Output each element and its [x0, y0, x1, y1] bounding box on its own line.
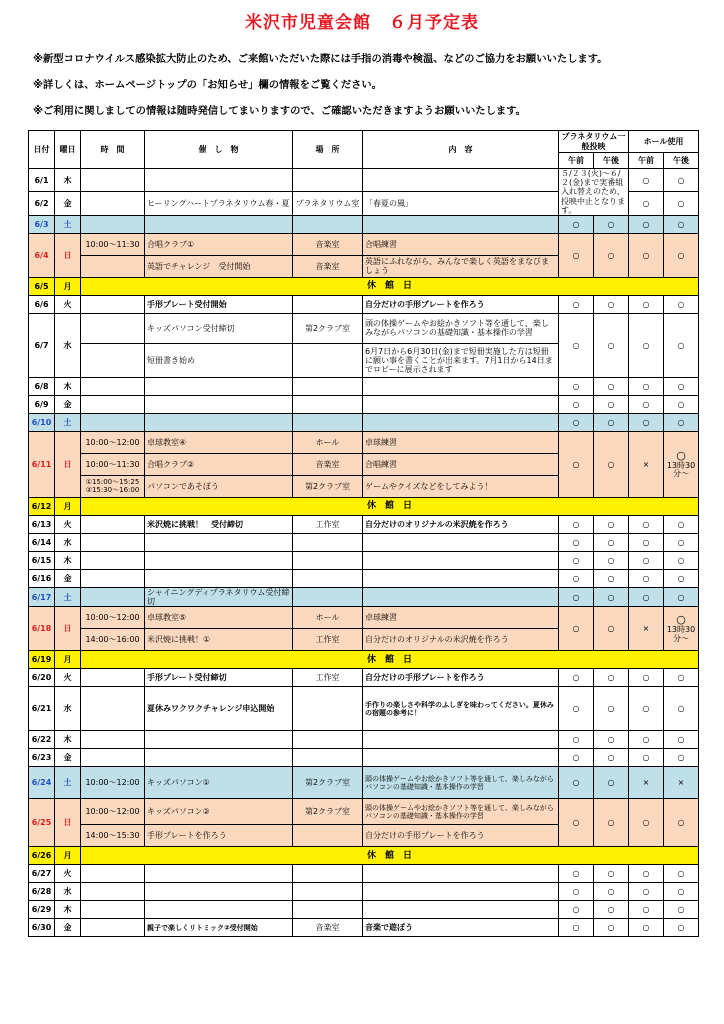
mark-cell: ○	[559, 413, 594, 431]
mark-cell: ○	[664, 377, 699, 395]
mark-cell: ○	[594, 669, 629, 687]
dow-cell: 月	[55, 277, 81, 295]
table-row	[29, 215, 699, 233]
mark-cell: ○	[559, 533, 594, 551]
mark-cell: ○	[629, 533, 664, 551]
place-cell: 音楽室	[293, 453, 363, 475]
mark-cell: ○	[629, 313, 664, 377]
dow-cell: 月	[55, 497, 81, 515]
mark-cell: ○	[559, 233, 594, 277]
place-cell: 音楽室	[293, 919, 363, 937]
place-cell: 工作室	[293, 669, 363, 687]
date-cell: 6/30	[29, 919, 55, 937]
mark-cell: ○	[629, 215, 664, 233]
table-row	[29, 587, 699, 606]
mark-cell: ○	[664, 901, 699, 919]
mark-cell: ○	[664, 233, 699, 277]
mark-cell: ○	[664, 587, 699, 606]
header-content: 内 容	[363, 131, 559, 169]
table-row	[29, 395, 699, 413]
date-cell: 6/14	[29, 533, 55, 551]
time-note: 13時30分～	[666, 625, 696, 643]
mark-cell: ○	[594, 515, 629, 533]
dow-cell: 月	[55, 847, 81, 865]
event-cell: キッズパソコン受付締切	[145, 313, 293, 343]
mark-cell: ○	[559, 919, 594, 937]
dow-cell: 水	[55, 687, 81, 731]
mark-cell: ○	[594, 551, 629, 569]
notice-line: ※ご利用に関しましての情報は随時発信してまいりますので、ご確認いただきますようお願いいたします。	[33, 105, 526, 117]
date-cell: 6/4	[29, 233, 55, 277]
mark-cell: ○	[594, 901, 629, 919]
notice-line: ※詳しくは、ホームページトップの「お知らせ」欄の情報をご覧ください。	[33, 79, 382, 91]
mark-cell: ○	[664, 865, 699, 883]
mark-cell: ○	[594, 731, 629, 749]
dow-cell: 日	[55, 799, 81, 847]
table-row	[29, 749, 699, 767]
content-cell: 自分だけの手形プレートを作ろう	[363, 295, 559, 313]
time-cell: 14:00～15:30	[81, 825, 145, 847]
place-cell: 音楽室	[293, 233, 363, 255]
event-cell: 米沢焼に挑戦！①	[145, 629, 293, 651]
mark-cell: ○	[594, 749, 629, 767]
event-cell: 手形プレート受付締切	[145, 669, 293, 687]
date-cell: 6/26	[29, 847, 55, 865]
dow-cell: 火	[55, 295, 81, 313]
mark-cell: ○	[594, 607, 629, 651]
content-cell: 卓球練習	[363, 607, 559, 629]
date-cell: 6/28	[29, 883, 55, 901]
mark-cell: ○	[664, 919, 699, 937]
event-cell: 親子で楽しくリトミック②受付開始	[145, 919, 293, 937]
event-cell: 手形プレートを作ろう	[145, 825, 293, 847]
mark-cell: ○	[664, 669, 699, 687]
mark-cell: ○	[559, 215, 594, 233]
mark-cell: ○	[629, 669, 664, 687]
content-cell: 合唱練習	[363, 453, 559, 475]
date-cell: 6/13	[29, 515, 55, 533]
table-row	[29, 847, 699, 865]
mark-cell	[664, 431, 699, 497]
date-cell: 6/19	[29, 651, 55, 669]
dow-cell: 土	[55, 215, 81, 233]
mark-cell: ○	[559, 799, 594, 847]
place-cell: 第2クラブ室	[293, 313, 363, 343]
mark-cell: ○	[594, 533, 629, 551]
place-cell: 第2クラブ室	[293, 475, 363, 497]
mark-cell: ○	[559, 395, 594, 413]
date-cell: 6/21	[29, 687, 55, 731]
content-cell: 音楽で遊ぼう	[363, 919, 559, 937]
mark-cell: ○	[559, 569, 594, 587]
event-cell: 米沢焼に挑戦！ 受付締切	[145, 515, 293, 533]
page-title: 米沢市児童会館 ６月予定表	[245, 13, 479, 33]
mark-cell: ○	[559, 607, 594, 651]
content-cell: 頭の体操ゲームやお絵かきソフト等を通して、楽しみながらパソコンの基礎知識・基本操作の学習	[363, 313, 559, 343]
mark-cell: ○	[559, 731, 594, 749]
dow-cell: 水	[55, 883, 81, 901]
mark-cell: ○	[664, 551, 699, 569]
header-hall: ホール使用	[629, 131, 699, 153]
mark-cell: ○	[559, 865, 594, 883]
table-row	[29, 731, 699, 749]
date-cell: 6/8	[29, 377, 55, 395]
table-row	[29, 651, 699, 669]
content-cell: 自分だけのオリジナルの米沢焼を作ろう	[363, 515, 559, 533]
mark-cell: ○	[594, 431, 629, 497]
date-cell: 6/6	[29, 295, 55, 313]
mark-cell: ○	[594, 215, 629, 233]
dow-cell: 火	[55, 865, 81, 883]
place-cell: ホール	[293, 607, 363, 629]
mark-cell: ○	[629, 295, 664, 313]
mark-cell: ○	[664, 215, 699, 233]
dow-cell: 月	[55, 651, 81, 669]
closed-label: 休 館 日	[81, 651, 699, 669]
mark-cell: ○	[594, 799, 629, 847]
event-cell: 短冊書き始め	[145, 343, 293, 377]
mark-cell: ○	[664, 731, 699, 749]
event-cell: 合唱クラブ②	[145, 453, 293, 475]
content-cell: 頭の体操ゲームやお絵かきソフト等を通して、楽しみながらパソコンの基礎知識・基本操作の学習	[363, 799, 559, 825]
date-cell: 6/25	[29, 799, 55, 847]
table-row	[29, 313, 699, 343]
mark-cell: ○	[559, 295, 594, 313]
mark-cell: ○	[629, 413, 664, 431]
time-cell: 14:00～16:00	[81, 629, 145, 651]
event-cell: シャイニングディプラネタリウム受付締切	[145, 587, 293, 606]
content-cell: ゲームやクイズなどをしてみよう！	[363, 475, 559, 497]
mark-cell: ○	[629, 377, 664, 395]
date-cell: 6/15	[29, 551, 55, 569]
mark-cell: ○	[559, 767, 594, 799]
dow-cell: 日	[55, 233, 81, 277]
mark-cell: ○	[629, 395, 664, 413]
header-am: 午前	[629, 153, 664, 169]
table-row	[29, 687, 699, 731]
mark-cell: ○	[559, 883, 594, 901]
mark-cell: ○	[629, 901, 664, 919]
date-cell: 6/17	[29, 587, 55, 606]
event-cell: ヒーリングハートプラネタリウム春・夏	[145, 192, 293, 215]
dow-cell: 水	[55, 533, 81, 551]
mark-cell: ○	[594, 295, 629, 313]
mark-cell: ○	[594, 883, 629, 901]
header-time: 時 間	[81, 131, 145, 169]
mark-cell: ○	[664, 169, 699, 192]
mark-cell: ○	[664, 569, 699, 587]
event-cell: 合唱クラブ①	[145, 233, 293, 255]
mark-cell: ○	[629, 687, 664, 731]
dow-cell: 金	[55, 395, 81, 413]
table-row	[29, 883, 699, 901]
mark-cell: ×	[664, 767, 699, 799]
mark-cell: ○	[594, 395, 629, 413]
header-date: 日付	[29, 131, 55, 169]
dow-cell: 火	[55, 515, 81, 533]
event-cell: キッズパソコン②	[145, 799, 293, 825]
mark-cell: ○	[629, 515, 664, 533]
table-row	[29, 277, 699, 295]
table-row	[29, 295, 699, 313]
date-cell: 6/12	[29, 497, 55, 515]
date-cell: 6/1	[29, 169, 55, 192]
table-row	[29, 669, 699, 687]
mark-cell: ○	[559, 377, 594, 395]
mark-symbol: ○	[676, 448, 686, 462]
date-cell: 6/23	[29, 749, 55, 767]
time-note: 13時30分～	[666, 460, 696, 479]
table-row	[29, 377, 699, 395]
dow-cell: 金	[55, 192, 81, 215]
dow-cell: 金	[55, 749, 81, 767]
place-cell: 第2クラブ室	[293, 799, 363, 825]
mark-cell: ○	[629, 865, 664, 883]
header-planetarium: プラネタリウム一般投映	[559, 131, 629, 153]
mark-cell: ○	[629, 883, 664, 901]
table-row	[29, 431, 699, 453]
table-row	[29, 533, 699, 551]
table-row	[29, 919, 699, 937]
mark-cell: ○	[664, 192, 699, 215]
mark-cell	[664, 607, 699, 651]
table-row	[29, 497, 699, 515]
place-cell: 第2クラブ室	[293, 767, 363, 799]
notice-line: ※新型コロナウイルス感染拡大防止のため、ご来館いただいた際には手指の消毒や検温、などのご協力をお願いいたします。	[33, 53, 608, 65]
mark-cell: ○	[594, 413, 629, 431]
closed-label: 休 館 日	[81, 847, 699, 865]
mark-cell: ○	[594, 587, 629, 606]
closed-label: 休 館 日	[81, 497, 699, 515]
dow-cell: 木	[55, 169, 81, 192]
table-row	[29, 865, 699, 883]
table-row	[29, 901, 699, 919]
dow-cell: 日	[55, 431, 81, 497]
event-cell: パソコンであそぼう	[145, 475, 293, 497]
mark-cell: ×	[629, 431, 664, 497]
date-cell: 6/11	[29, 431, 55, 497]
time-cell: 10:00～11:30	[81, 233, 145, 255]
content-cell: 卓球練習	[363, 431, 559, 453]
mark-cell: ○	[559, 687, 594, 731]
table-row	[29, 767, 699, 799]
mark-cell: ○	[629, 192, 664, 215]
dow-cell: 土	[55, 587, 81, 606]
mark-cell: ○	[559, 901, 594, 919]
mark-cell: ○	[594, 865, 629, 883]
date-cell: 6/5	[29, 277, 55, 295]
table-row	[29, 515, 699, 533]
mark-cell: ×	[629, 767, 664, 799]
date-cell: 6/16	[29, 569, 55, 587]
mark-cell: ○	[629, 749, 664, 767]
mark-cell: ○	[594, 569, 629, 587]
date-cell: 6/9	[29, 395, 55, 413]
mark-cell: ○	[559, 587, 594, 606]
mark-cell: ○	[629, 799, 664, 847]
content-cell: 「春夏の風」	[363, 192, 559, 215]
mark-cell: ○	[664, 313, 699, 377]
mark-cell: ○	[629, 919, 664, 937]
table-row	[29, 569, 699, 587]
mark-cell: ○	[629, 233, 664, 277]
dow-cell: 土	[55, 767, 81, 799]
planetarium-note: ５/２３(火)～６/２(金)まで実番組入れ替えのため、投映中止となります。	[559, 169, 629, 216]
mark-cell: ○	[559, 669, 594, 687]
table-row	[29, 799, 699, 825]
table-row	[29, 233, 699, 255]
date-cell: 6/7	[29, 313, 55, 377]
dow-cell: 木	[55, 901, 81, 919]
date-cell: 6/29	[29, 901, 55, 919]
header-event: 催 し 物	[145, 131, 293, 169]
mark-cell: ○	[664, 687, 699, 731]
date-cell: 6/24	[29, 767, 55, 799]
time-cell: 10:00～12:00	[81, 431, 145, 453]
event-cell: 卓球教室④	[145, 431, 293, 453]
time-cell	[81, 255, 145, 277]
table-row	[29, 607, 699, 629]
event-cell: 英語でチャレンジ 受付開始	[145, 255, 293, 277]
mark-cell: ○	[664, 515, 699, 533]
mark-cell: ○	[594, 313, 629, 377]
place-cell: 工作室	[293, 629, 363, 651]
dow-cell: 木	[55, 377, 81, 395]
header-pm: 午後	[664, 153, 699, 169]
header-place: 場 所	[293, 131, 363, 169]
date-cell: 6/20	[29, 669, 55, 687]
content-cell: 自分だけのオリジナルの米沢焼を作ろう	[363, 629, 559, 651]
schedule-table	[28, 130, 699, 937]
dow-cell: 木	[55, 731, 81, 749]
mark-cell: ○	[559, 313, 594, 377]
mark-symbol: ○	[676, 612, 686, 626]
mark-cell: ○	[664, 533, 699, 551]
time-line: ②15:30～16:00	[85, 486, 140, 495]
mark-cell: ○	[629, 569, 664, 587]
mark-cell: ○	[664, 883, 699, 901]
event-cell: キッズパソコン①	[145, 767, 293, 799]
mark-cell: ○	[594, 687, 629, 731]
date-cell: 6/10	[29, 413, 55, 431]
mark-cell: ○	[559, 431, 594, 497]
header-pm: 午後	[594, 153, 629, 169]
mark-cell: ○	[559, 551, 594, 569]
dow-cell: 日	[55, 607, 81, 651]
mark-cell: ○	[559, 749, 594, 767]
dow-cell: 土	[55, 413, 81, 431]
mark-cell: ○	[629, 169, 664, 192]
mark-cell: ○	[594, 919, 629, 937]
dow-cell: 金	[55, 919, 81, 937]
content-cell: 自分だけの手形プレートを作ろう	[363, 669, 559, 687]
dow-cell: 金	[55, 569, 81, 587]
time-cell: 10:00～12:00	[81, 607, 145, 629]
mark-cell: ○	[559, 515, 594, 533]
content-cell: 自分だけの手形プレートを作ろう	[363, 825, 559, 847]
table-row	[29, 551, 699, 569]
content-cell: 合唱練習	[363, 233, 559, 255]
time-cell: 10:00～11:30	[81, 453, 145, 475]
mark-cell: ○	[664, 413, 699, 431]
place-cell: ホール	[293, 431, 363, 453]
place-cell: プラネタリウム室	[293, 192, 363, 215]
dow-cell: 水	[55, 313, 81, 377]
content-cell: 英語にふれながら、みんなで楽しく英語をまなびましょう	[363, 255, 559, 277]
mark-cell: ○	[629, 731, 664, 749]
time-cell: 10:00～12:00	[81, 767, 145, 799]
date-cell: 6/22	[29, 731, 55, 749]
date-cell: 6/3	[29, 215, 55, 233]
date-cell: 6/2	[29, 192, 55, 215]
mark-cell: ○	[664, 395, 699, 413]
event-cell: 卓球教室⑤	[145, 607, 293, 629]
content-cell: 6月7日から6月30日(金)まで短冊実施した方は短冊に願い事を書くことが出来ます。7月1日から14日までロビーに展示されます	[363, 343, 559, 377]
dow-cell: 火	[55, 669, 81, 687]
mark-cell: ○	[594, 233, 629, 277]
date-cell: 6/18	[29, 607, 55, 651]
table-row	[29, 169, 699, 192]
mark-cell: ○	[664, 749, 699, 767]
mark-cell: ○	[629, 587, 664, 606]
time-cell	[81, 475, 145, 497]
event-cell: 手形プレート受付開始	[145, 295, 293, 313]
date-cell: 6/27	[29, 865, 55, 883]
mark-cell: ○	[629, 551, 664, 569]
header-dow: 曜日	[55, 131, 81, 169]
mark-cell: ○	[594, 767, 629, 799]
header-am: 午前	[559, 153, 594, 169]
mark-cell: ○	[664, 799, 699, 847]
time-line: ①15:00～15:25	[85, 478, 140, 487]
time-cell: 10:00～12:00	[81, 799, 145, 825]
mark-cell: ×	[629, 607, 664, 651]
mark-cell: ○	[664, 295, 699, 313]
mark-cell: ○	[594, 377, 629, 395]
event-cell: 夏休みワクワクチャレンジ申込開始	[145, 687, 293, 731]
dow-cell: 木	[55, 551, 81, 569]
content-cell: 手作りの楽しさや科学のふしぎを味わってください。夏休みの宿題の参考に！	[363, 687, 559, 731]
place-cell: 工作室	[293, 515, 363, 533]
content-cell: 頭の体操ゲームやお絵かきソフト等を通して、楽しみながらパソコンの基礎知識・基本操作の学習	[363, 767, 559, 799]
table-row	[29, 413, 699, 431]
place-cell: 音楽室	[293, 255, 363, 277]
closed-label: 休 館 日	[81, 277, 699, 295]
